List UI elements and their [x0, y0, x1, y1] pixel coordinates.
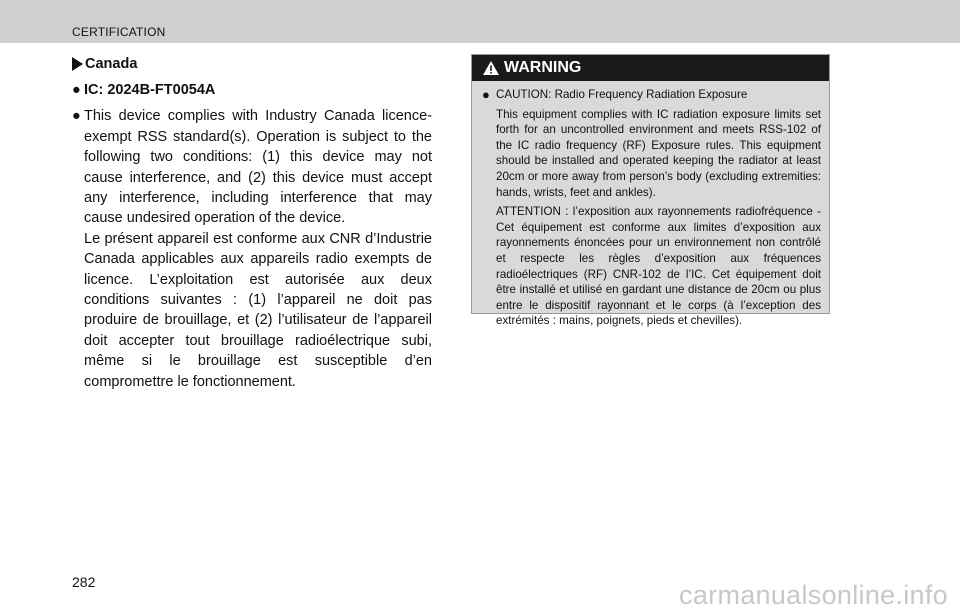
warning-box: [471, 54, 830, 328]
caution-heading: CAUTION: Radio Frequency Radiation Exposure: [496, 88, 748, 101]
compliance-text-fr: Le présent appareil est conforme aux CNR d’Industrie Canada applicables aux appareils radio exempts de licence. L’exploitation est autorisée aux deux conditions suivantes : (1) l’appareil ne doit pas produire de brouillage, et (2) l’utilisateur de l’appareil doit accepter tout brouillage radioélectrique subi, même si le brouillage est susceptible d’en compromettre le fonctionnement.: [84, 230, 432, 390]
triangle-right-icon: [72, 57, 83, 71]
bullet-icon: ●: [72, 82, 81, 98]
warning-text-en: This equipment complies with IC radiation exposure limits set forth for an uncontrolled environment and meets RSS-102 of the IC radio frequency (RF) Exposure rules. This equipment should be installed and operated keeping the radiator at least 20cm or more away from person’s body (excluding extremities: hands, wrists, feet and ankles).: [496, 107, 821, 199]
header-bar: [0, 0, 960, 43]
caution-heading-item: [482, 87, 821, 103]
ic-number-item: [72, 80, 432, 100]
warning-triangle-icon: [482, 60, 500, 76]
watermark: carmanualsonline.info: [679, 580, 948, 610]
warning-header: [472, 55, 829, 81]
canada-section: [72, 54, 432, 392]
compliance-text-en: This device complies with Industry Canada licence-exempt RSS standard(s). Operation is subject to the following two conditions: (1) this device may not cause interference, and (2) this device must accept any interference, including interference that may cause undesired operation of the device.: [84, 108, 432, 227]
section-heading: [72, 54, 432, 74]
warning-body: [472, 81, 829, 329]
bullet-icon: ●: [72, 108, 81, 125]
page-number: 282: [72, 574, 96, 590]
warning-text-fr: ATTENTION : l’exposition aux rayonnements radiofréquence - Cet équipement est conforme aux limites d’exposition aux rayonnements énoncées pour un environnement non contrôlé et respecte les règles d’exposition aux fréquences radioélectriques (RF) CNR-102 de l’IC. Cet équipement doit être installé et utilisé en gardant une distance de 20cm ou plus entre le dispositif rayonnant et le corps (à l’exception des extrémités : mains, poignets, pieds et chevilles).: [496, 205, 821, 328]
compliance-item: [72, 106, 432, 392]
bullet-icon: ●: [482, 87, 490, 102]
warning-title: WARNING: [504, 59, 582, 76]
section-heading-text: Canada: [85, 55, 138, 72]
ic-number-text: IC: 2024B-FT0054A: [84, 82, 216, 98]
page-header-title: CERTIFICATION: [72, 25, 166, 39]
